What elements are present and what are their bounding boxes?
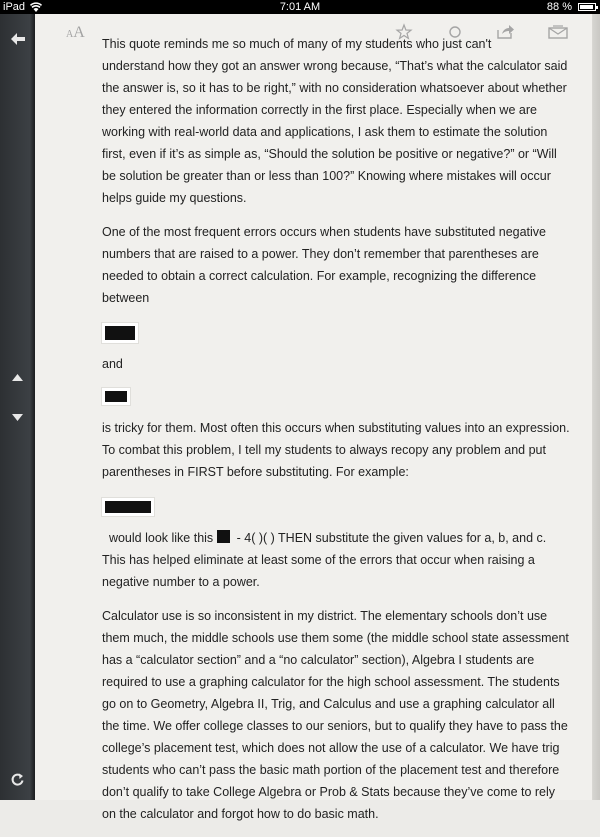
article-paragraph-1: understand how they got an answer wrong because, “That’s what the calculator said the answer is, so it has to be right,” with no consideration whatsoever about whether they entered the information correctly in the first place. Especially when we are working with real-world data and applications, I ask them to estimate the solution first, even if it’s as simple as, “Should the solution be positive or negative?” or “Will be solution be greater than or less than 100?” Knowing where mistakes will occur helps guide my questions. [102, 59, 568, 205]
redacted-image-3 [102, 495, 572, 517]
font-size-button[interactable] [66, 24, 85, 42]
page-up-button[interactable] [0, 362, 35, 392]
back-button[interactable] [0, 24, 35, 54]
battery-icon [578, 3, 596, 11]
redacted-formula-image [102, 388, 130, 405]
page-down-arrow-icon [12, 414, 23, 421]
share-icon[interactable] [495, 22, 515, 42]
reader-page[interactable] [35, 14, 593, 821]
redacted-image-1 [102, 321, 572, 343]
and-text: and [102, 357, 123, 371]
back-arrow-icon [11, 33, 25, 45]
page-edge [593, 14, 600, 800]
redacted-inline-image [217, 530, 230, 543]
article-paragraph-4 [102, 527, 572, 593]
navigation-rail [0, 14, 35, 800]
reload-button[interactable] [0, 764, 35, 794]
article-paragraph-5: Calculator use is so inconsistent in my district. The elementary schools don’t use them much, the middle schools use them some (the middle school state assessment has a “calculator section” and a “no calculator” section), Algebra I students are required to use a graphing calculator for the high school assessment. The students go on to Geometry, Algebra II, Trig, and Calculus and use a graphing calculator all the time. We offer college classes to our seniors, but to qualify they have to pass the college’s placement test, which does not allow the use of a calculator. We have trig students who can’t pass the basic math portion of the placement test and therefore don’t qualify to take College Algebra or Prob & Stats because they’ve come to rely on the calculator and forgot how to do basic math. [102, 609, 569, 821]
paragraph-4-lead: would look like this [108, 531, 214, 545]
page-down-button[interactable] [0, 402, 35, 432]
page-up-arrow-icon [12, 374, 23, 381]
article-paragraph-2: One of the most frequent errors occurs when students have substituted negative numbers that are raised to a power. They don’t remember that parentheses are needed to obtain a correct calculation. For example, recognizing the difference between [102, 225, 547, 305]
reload-icon [11, 773, 24, 786]
paragraph-4-rest: - 4( )( ) THEN substitute the given values for a, b, and c. This has helped eliminate at least some of the errors that occur when raising a negative number to a power. [102, 531, 547, 589]
redacted-image-2 [102, 385, 572, 407]
font-size-small-glyph: A [66, 29, 74, 40]
battery-percent: 88 % [546, 1, 572, 13]
mail-icon[interactable] [548, 22, 568, 42]
font-size-big-glyph: A [73, 24, 85, 41]
article-body [102, 37, 572, 837]
redacted-formula-image [102, 498, 154, 516]
device-name: iPad [3, 1, 26, 13]
article-paragraph-cut [102, 37, 572, 55]
redacted-formula-image [102, 323, 138, 343]
status-bar [0, 0, 600, 14]
clock: 7:01 AM [279, 1, 321, 13]
article-paragraph-3: is tricky for them. Most often this occurs when substituting values into an expression. To combat this problem, I tell my students to always recopy any problem and put parentheses in FIRST before substituting. For example: [102, 421, 570, 479]
article-cut-text: This quote reminds me so much of many of my students who just can't [102, 37, 492, 51]
